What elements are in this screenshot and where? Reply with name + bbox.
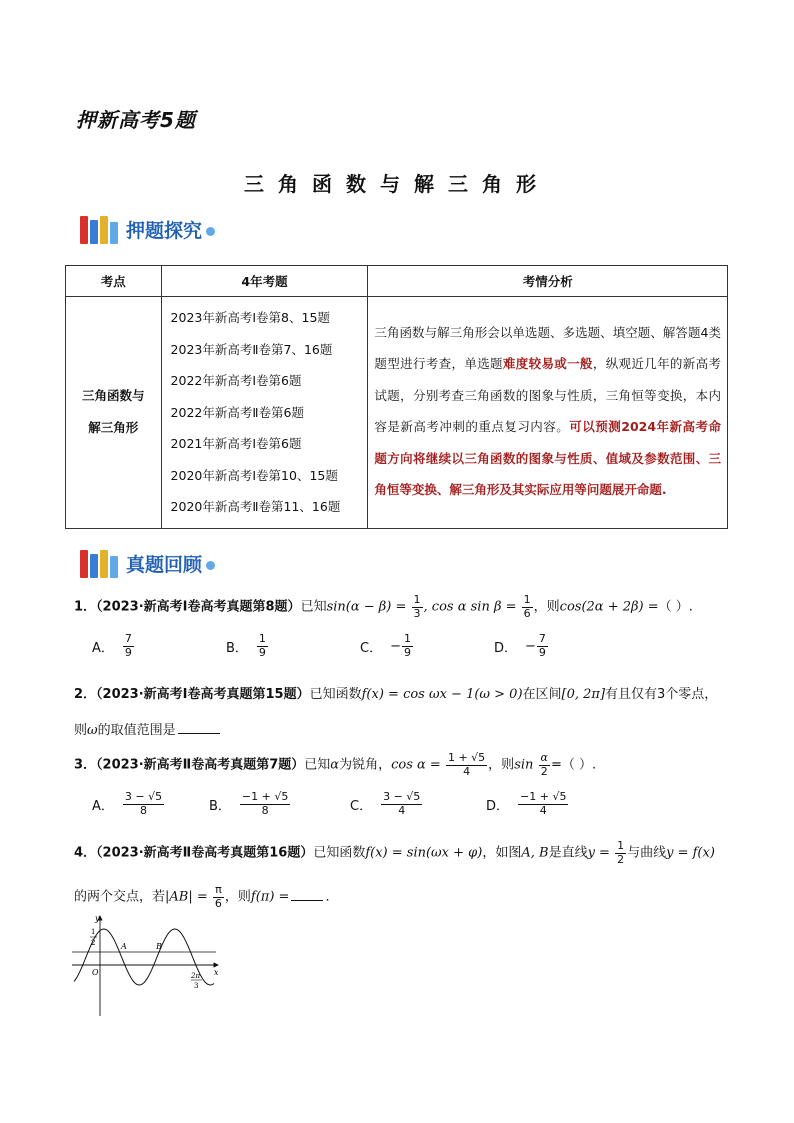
option-sign: − bbox=[390, 638, 401, 654]
list-item: 2022年新高考Ⅰ卷第6题 bbox=[170, 373, 302, 388]
option-b[interactable] bbox=[209, 791, 350, 817]
frac-den: 2 bbox=[617, 852, 625, 866]
point-b-label: B bbox=[156, 942, 162, 951]
option-label: B． bbox=[209, 798, 231, 814]
option-label: A． bbox=[92, 640, 114, 656]
fraction bbox=[539, 752, 550, 778]
section-explore bbox=[80, 214, 215, 244]
fraction bbox=[381, 791, 422, 817]
q-math: α bbox=[330, 757, 340, 773]
frac-den: 8 bbox=[261, 803, 269, 817]
frac-den: 3 bbox=[413, 606, 421, 620]
books-icon bbox=[80, 214, 124, 244]
q-math: cos α = bbox=[391, 757, 441, 773]
half-num-label: 1 bbox=[91, 928, 96, 936]
question-number: 2． bbox=[74, 687, 97, 702]
question-source: （2023·新高考Ⅰ卷高考真题第8题） bbox=[96, 599, 301, 615]
q-text: 已知 bbox=[300, 599, 327, 615]
frac-den: 9 bbox=[258, 645, 266, 659]
q-text: ． bbox=[325, 889, 339, 905]
frac-num: 3 − √5 bbox=[383, 790, 421, 803]
frac-den: 6 bbox=[214, 896, 222, 910]
frac-num: 1 bbox=[413, 593, 421, 606]
section-title: 押题探究 bbox=[126, 219, 203, 242]
list-item: 2023年新高考Ⅰ卷第8、15题 bbox=[170, 310, 330, 325]
frac-num: 3 − √5 bbox=[124, 790, 163, 803]
q-text: ，如图 bbox=[482, 845, 522, 861]
option-label: D． bbox=[494, 640, 518, 656]
q-text: 已知 bbox=[304, 757, 331, 773]
frac-den: 4 bbox=[539, 803, 547, 817]
x-axis-label: x bbox=[214, 968, 219, 977]
frac-num: 7 bbox=[124, 632, 132, 645]
half-den-label: 2 bbox=[91, 939, 96, 947]
topic-line: 解三角形 bbox=[88, 420, 139, 436]
question-number: 4． bbox=[74, 845, 97, 861]
q-math: f(π) = bbox=[250, 889, 290, 905]
q-text: 与曲线 bbox=[627, 845, 667, 861]
list-item: 2020年新高考Ⅰ卷第10、15题 bbox=[170, 467, 338, 483]
list-item: 2022年新高考Ⅱ卷第6题 bbox=[170, 404, 304, 420]
option-label: B． bbox=[226, 640, 248, 656]
analysis-highlight: 难度较易或一般 bbox=[502, 356, 593, 372]
question-2 bbox=[74, 683, 717, 702]
option-label: C． bbox=[350, 798, 373, 814]
question-source: （2023·新高考Ⅱ卷高考真题第16题） bbox=[96, 845, 314, 861]
question-source: （2023·新高考Ⅱ卷高考真题第7题） bbox=[96, 757, 305, 773]
option-label: A． bbox=[92, 798, 114, 814]
q-text: ，则 bbox=[224, 889, 251, 905]
frac-den: 4 bbox=[463, 764, 471, 778]
q-math: y = f(x) bbox=[666, 845, 715, 861]
fraction bbox=[537, 633, 548, 659]
origin-label: O bbox=[92, 968, 99, 977]
question-number: 1． bbox=[74, 599, 97, 615]
fraction bbox=[240, 791, 290, 817]
q-text: 为锐角， bbox=[339, 757, 392, 773]
table-header: 4年考题 bbox=[161, 266, 368, 297]
frac-den: 9 bbox=[403, 645, 411, 659]
dot-icon bbox=[206, 227, 215, 236]
q-text: 已知函数 bbox=[313, 845, 366, 861]
q-math: ω bbox=[87, 723, 98, 738]
table-header: 考情分析 bbox=[368, 266, 728, 297]
q-math: cos(2α + 2β) = bbox=[559, 599, 659, 615]
fraction bbox=[213, 884, 224, 910]
option-label: D． bbox=[486, 798, 510, 814]
analysis-cell bbox=[368, 297, 728, 529]
frac-den: 6 bbox=[523, 606, 531, 620]
option-label: C． bbox=[360, 640, 383, 656]
option-b[interactable] bbox=[226, 633, 360, 659]
frac-den: 4 bbox=[398, 803, 406, 817]
point-a-label: A bbox=[121, 942, 127, 951]
option-c[interactable] bbox=[350, 791, 486, 817]
q-math: A, B bbox=[521, 845, 549, 861]
q-text: 有且仅有3个零点， bbox=[605, 687, 718, 702]
option-d[interactable] bbox=[486, 791, 620, 817]
answer-blank[interactable] bbox=[291, 900, 323, 901]
q-math: [0, 2π] bbox=[561, 687, 606, 702]
doc-title: 三角函数与解三角形 bbox=[244, 172, 550, 196]
fraction bbox=[257, 633, 268, 659]
option-c[interactable] bbox=[360, 633, 494, 659]
fraction bbox=[123, 791, 164, 817]
y-axis-label: y bbox=[95, 914, 100, 923]
q-text: 已知函数 bbox=[309, 687, 362, 702]
q-text: 在区间 bbox=[522, 687, 562, 702]
frac-num: 1 bbox=[403, 632, 411, 645]
fraction bbox=[402, 633, 413, 659]
q-math: sin bbox=[514, 757, 534, 773]
books-icon bbox=[80, 548, 124, 578]
option-a[interactable] bbox=[92, 633, 226, 659]
tick-den-label: 3 bbox=[194, 982, 199, 990]
fraction bbox=[446, 752, 487, 778]
tick-num-label: 2π bbox=[191, 972, 201, 980]
q-text: （ ）. bbox=[658, 599, 693, 615]
frac-den: 9 bbox=[538, 645, 546, 659]
question-1 bbox=[74, 594, 693, 620]
q-math: , cos α sin β = bbox=[423, 599, 517, 615]
q-text: 则 bbox=[74, 723, 88, 738]
section-review bbox=[80, 548, 215, 578]
analysis-highlight: 可以预测2024年新高考命题方向将继续以三角函数的图象与性质、值域及参数范围、三角恒等变换、解三角形及其实际应用等问题展开命题. bbox=[374, 419, 721, 498]
q-text: 的两个交点，若 bbox=[74, 889, 166, 905]
q-math: f(x) = sin(ωx + φ) bbox=[365, 845, 483, 861]
q-text: ，则 bbox=[488, 757, 515, 773]
list-item: 2020年新高考Ⅱ卷第11、16题 bbox=[170, 499, 341, 514]
question-3-options bbox=[92, 791, 620, 817]
q-math: |AB| = bbox=[165, 889, 208, 905]
section-title: 真题回顾 bbox=[126, 553, 203, 576]
table-header: 考点 bbox=[66, 266, 162, 297]
answer-blank[interactable] bbox=[178, 733, 220, 734]
q-math: y = bbox=[587, 845, 610, 861]
frac-num: 1 + √5 bbox=[447, 751, 486, 764]
option-a[interactable] bbox=[92, 791, 209, 817]
q-text: 是直线 bbox=[548, 845, 588, 861]
option-d[interactable] bbox=[494, 633, 628, 659]
fraction bbox=[518, 791, 568, 817]
dot-icon bbox=[206, 561, 215, 570]
frac-num: π bbox=[215, 883, 222, 896]
frac-num: 1 bbox=[258, 632, 266, 645]
list-item: 2023年新高考Ⅱ卷第7、16题 bbox=[170, 341, 333, 357]
frac-den: 2 bbox=[540, 764, 548, 778]
question-number: 3． bbox=[74, 757, 97, 773]
question-2-line2 bbox=[74, 719, 222, 738]
q-math: sin(α − β) = bbox=[326, 599, 407, 615]
frac-num: −1 + √5 bbox=[520, 790, 567, 803]
q-math: f(x) = cos ωx − 1(ω > 0) bbox=[361, 687, 523, 702]
frac-num: 1 bbox=[617, 839, 625, 852]
fraction bbox=[123, 633, 134, 659]
question-4-line2 bbox=[74, 884, 338, 910]
frac-num: α bbox=[540, 751, 548, 764]
analysis-text: 三角函数与解三角形会以单选题、多选题、填空题、解答题4类题型进行考查，单选题 bbox=[374, 324, 721, 372]
exam-cell bbox=[161, 297, 368, 529]
fraction bbox=[412, 594, 423, 620]
question-3 bbox=[74, 752, 596, 778]
table-header-row bbox=[66, 266, 728, 297]
analysis-text: ，纵观近几年的新高考试题，分别考查三角函数的图象与性质，三角恒等变换，本内容是新高考冲刺的重点复习内容。 bbox=[374, 356, 721, 435]
frac-den: 9 bbox=[124, 645, 132, 659]
question-4 bbox=[74, 840, 715, 866]
q-text: =（ ）. bbox=[550, 757, 597, 773]
topic-cell bbox=[66, 297, 162, 529]
q-text: 的取值范围是 bbox=[97, 723, 176, 738]
frac-num: 7 bbox=[538, 632, 546, 645]
q-text: ，则 bbox=[533, 599, 560, 615]
frac-den: 8 bbox=[140, 803, 148, 817]
header-label: 押新高考5题 bbox=[76, 108, 196, 132]
exam-list bbox=[163, 298, 367, 527]
topic-line: 三角函数与 bbox=[82, 388, 145, 404]
frac-num: −1 + √5 bbox=[241, 790, 289, 803]
list-item: 2021年新高考Ⅰ卷第6题 bbox=[170, 436, 302, 451]
fraction bbox=[615, 840, 626, 866]
question-1-options bbox=[92, 633, 628, 659]
table-row bbox=[66, 297, 728, 529]
frac-num: 1 bbox=[523, 593, 531, 606]
option-sign: − bbox=[525, 638, 536, 654]
sine-figure bbox=[68, 912, 223, 1018]
fraction bbox=[522, 594, 533, 620]
analysis-table bbox=[65, 265, 728, 529]
question-source: （2023·新高考Ⅰ卷高考真题第15题） bbox=[96, 687, 310, 702]
